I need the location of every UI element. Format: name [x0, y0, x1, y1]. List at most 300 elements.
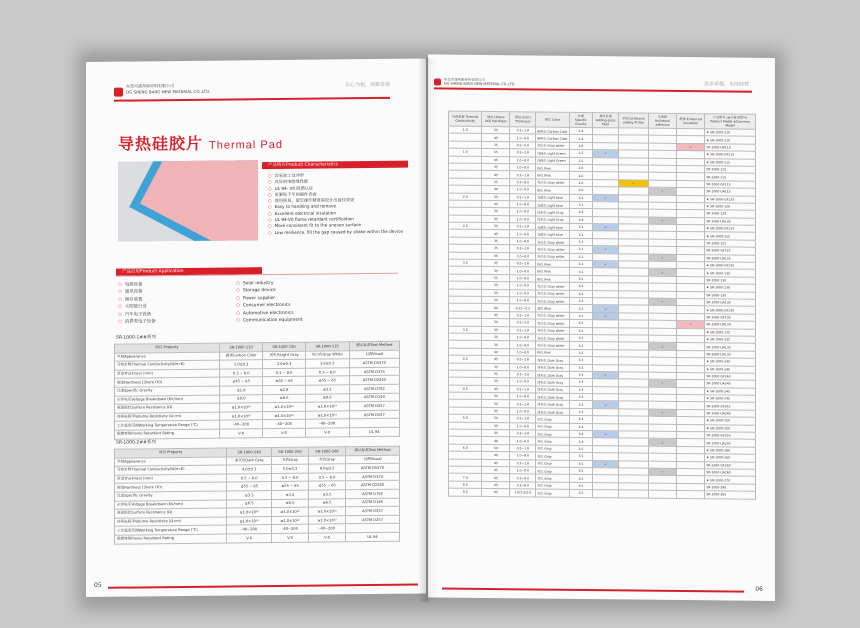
table-cell: 灰白色 Gray white [536, 142, 569, 150]
table-cell: 蓝色 Blue [536, 304, 569, 312]
table-cell: 0.5~1.8 [510, 326, 536, 334]
table-cell: ≥1.0×10¹² [309, 507, 346, 516]
table-cell: ★ SR-1000-GF120 [705, 195, 756, 203]
table-cell: SR-1000-280 [705, 484, 756, 492]
table-cell: 0.3 ~ 8.0 [219, 368, 263, 377]
table-cell: 3.2 [569, 349, 593, 357]
series-2-label: SR-1000-2##系列 [116, 440, 156, 446]
table-cell: 灰色 Gray [536, 437, 569, 445]
table-cell: 灰白色 Gray white [536, 297, 569, 305]
table-header-cell: 硬度 (Shore OO) Hardness [482, 111, 510, 126]
table-cell: ✓ [648, 298, 676, 306]
table-cell: 灰白色 Gray white [536, 319, 569, 327]
left-footer-rule [108, 584, 418, 589]
table-cell: 浅绿色 Light Green [536, 157, 569, 165]
table-cell: ✓ [593, 305, 619, 313]
table-cell: 2.5 [569, 157, 593, 165]
table-cell: ≥6.5 [309, 498, 346, 507]
table-cell: ★ SR-1000-260 [705, 447, 756, 455]
table-cell: 击穿电压Voltage Breakdown (KV/mm) [115, 395, 220, 405]
table-cell: 浅蓝色 Light blue [536, 201, 569, 209]
table-cell: 1.0~8.0 [510, 267, 536, 275]
table-cell: 3.1 [569, 223, 593, 231]
table-cell: 3.3 [569, 393, 593, 401]
table-cell: 35 [482, 429, 510, 437]
table-cell: ✓ [593, 224, 619, 232]
table-cell: 体积电阻率Volume Resistivity (Ω·cm) [115, 517, 227, 527]
table-cell: 灰色 Gray [536, 460, 569, 468]
table-header-cell: 项目 Property [115, 448, 227, 458]
table-cell: 1.0~8.0 [510, 334, 536, 342]
table-cell: 3.3 [569, 371, 593, 379]
table-cell: 3.3 [569, 364, 593, 372]
table-cell: 深灰色 Dark Gray [536, 378, 569, 386]
table-header-cell: SR-1000-250 [272, 447, 309, 456]
table-cell: 比重Specific Gravity [115, 386, 220, 396]
table-cell: 粉色 Pink [536, 171, 569, 179]
feature-item: ○ 容易加工及冲型 [268, 172, 403, 180]
left-header-slogan: 以心为根，创新发展 [344, 81, 390, 89]
table-cell: 1.0~8.0 [510, 134, 536, 142]
table-cell: 粉色 Pink [536, 260, 569, 268]
table-cell: 3.2 [569, 260, 593, 268]
table-cell: ✓ [677, 321, 705, 329]
table-header-cell: SR-1000-135 [305, 342, 349, 351]
table-cell: 1.0~8.0 [510, 393, 536, 401]
table-cell: 3.1 [569, 201, 593, 209]
table-cell: 灰白色 Gray white [536, 334, 569, 342]
table-cell: V-0 [305, 428, 349, 437]
table-header-cell: 玻纤补强 Adding glass fiber [593, 113, 619, 128]
feature-item: ○ More consistent fit to the uneven surface [268, 222, 403, 230]
table-cell: 35 [482, 259, 510, 267]
table-cell: 2.5 [569, 150, 593, 158]
table-cell: SR-1000-GF125 [705, 247, 756, 255]
left-header-rule [114, 97, 390, 102]
table-cell: 3.5 [569, 467, 593, 475]
company-logo-icon [114, 88, 123, 97]
table-cell: 2.9 [569, 209, 593, 217]
table-cell: 灰白色 Gray white [536, 341, 569, 349]
table-cell: 45 [482, 134, 510, 142]
table-cell: 35 [482, 422, 510, 430]
table-cell: SR-1000-UA130 [705, 299, 756, 307]
table-cell: ≥1.0×10¹² [263, 411, 305, 420]
table-cell: 35 [482, 363, 510, 371]
table-cell: 30 [482, 319, 510, 327]
table-cell: 1.0~8.0 [510, 238, 536, 246]
table-cell: 35 [482, 282, 510, 290]
table-row [115, 427, 400, 439]
table-cell: ✓ [593, 312, 619, 320]
table-cell: 深灰色 Dark Gray [536, 393, 569, 401]
table-cell: 导热系数Thermal Conductivity(W/m·K) [115, 465, 227, 475]
table-cell: ★ SR-1000-GF130 [705, 306, 756, 314]
table-cell: 45 [482, 230, 510, 238]
table-cell: 碳黑色 Carbon Color [536, 134, 569, 142]
table-cell: 灰色 Gray [536, 467, 569, 475]
table-cell: ✓ [593, 246, 619, 254]
table-cell: 35 [482, 208, 510, 216]
table-cell: 灰色 Gray [536, 474, 569, 482]
table-cell: 3.5 [569, 453, 593, 461]
application-item: ○ Automotive electronics [236, 309, 303, 317]
feature-item: ○ Easy to handling and remove [268, 203, 403, 211]
table-cell: ≥1.0×10¹² [219, 411, 263, 420]
table-cell: 灰白色 Gray white [536, 245, 569, 253]
table-cell: 45 [482, 311, 510, 319]
table-cell: 体积电阻率Volume Resistivity (Ω·cm) [115, 412, 220, 422]
table-cell: ✓ [648, 343, 676, 351]
table-cell: 深灰色 Dark Gray [536, 363, 569, 371]
table-cell: -40~200 [227, 525, 272, 534]
table-header-cell: 颜色 Color [536, 112, 569, 127]
table-cell: 浅灰色 Light Gray [536, 208, 569, 216]
table-cell: 比重Specific Gravity [115, 491, 227, 501]
feature-list [268, 172, 403, 236]
right-header-company: 东莞市盛邦新材料有限公司 DG SHENG BANG NEW MATERIAL CO.,LTD. [444, 77, 516, 87]
table-cell: 6.0 [449, 444, 482, 452]
table-cell: 0.3 ~ 8.0 [305, 368, 349, 377]
table-cell: ✓ [593, 460, 619, 468]
table-cell: 5.0 [449, 414, 482, 422]
table-cell: 35 [482, 193, 510, 201]
table-cell: 25 [482, 141, 510, 149]
table-cell: 1.0±0.3 [219, 360, 263, 369]
table-cell: ✓ [648, 409, 676, 417]
table-cell: SR-1000-GF260 [705, 461, 756, 469]
table-cell: 3.2 [569, 312, 593, 320]
table-cell: 35 [482, 326, 510, 334]
table-cell: 3.5 [449, 326, 482, 334]
table-cell: ✓ [648, 468, 676, 476]
table-cell: 表面阻抗Surface Resistance (Ω) [115, 508, 227, 518]
table-cell: SR-1000-115 [705, 173, 756, 181]
table-cell: 浅蓝色 Light blue [536, 230, 569, 238]
table-cell: 碳黑Carbon Color [219, 351, 263, 360]
feature-item: ○ 更紧贴不平的器件表面 [268, 191, 403, 199]
table-cell: 3.3 [569, 386, 593, 394]
table-cell: 0.3~1.8 [510, 127, 536, 135]
table-cell: 深灰色 Dark Gray [536, 400, 569, 408]
characteristics-heading: 产品特点Product Characteristics [262, 161, 408, 170]
table-cell: 深灰色 Dark Gray [536, 408, 569, 416]
feature-item: ○ UL 94- V0 阻燃认证 [268, 184, 403, 192]
table-cell: ≥9.0 [219, 394, 263, 403]
table-cell: V-0 [219, 429, 263, 438]
table-cell: 0.3~1.8 [510, 171, 536, 179]
table-cell: ✓ [648, 379, 676, 387]
table-cell: 35 [482, 267, 510, 275]
table-cell: 2.9 [569, 216, 593, 224]
table-cell: ✓ [648, 439, 676, 447]
table-cell: 阻燃等级Flame Retardant Rating [115, 534, 227, 544]
applications-cn-list [118, 281, 156, 326]
table-cell: 3.2 [569, 283, 593, 291]
table-cell: 0.3~1.8 [510, 149, 536, 157]
table-cell: 8.5 [449, 488, 482, 496]
table-cell: SR-1000-UA125 [705, 254, 756, 262]
table-cell: 0.3~8.0 [510, 474, 536, 482]
right-header-slogan: 追求卓越，永续经营 [703, 81, 749, 88]
application-item: ○ 电源设备 [118, 281, 156, 289]
table-cell: 55 [482, 274, 510, 282]
table-cell: 灰色 Gray [536, 445, 569, 453]
table-header-cell: 测试标准Test Method [349, 341, 399, 350]
table-cell: ★ SR-1000-110 [705, 129, 756, 137]
table-cell: 1.0~8.0 [510, 437, 536, 445]
table-cell: 65 [482, 474, 510, 482]
table-cell: UL 94 [349, 427, 399, 436]
table-cell: 灰色Gray [309, 455, 346, 464]
table-cell: 灰白色 Gray white [536, 312, 569, 320]
table-cell: 0.5~5.0 [510, 319, 536, 327]
table-cell: 40 [482, 186, 510, 194]
table-cell: 1.0~8.0 [510, 341, 536, 349]
table-cell: 3.2 [569, 320, 593, 328]
table-cell: 35 [482, 237, 510, 245]
table-header-cell: 产品型号 (★为常用型号) Product Model ★Common Model [705, 114, 756, 130]
feature-item: ○ 良好的电绝缘性能 [268, 178, 403, 186]
table-cell: 3.1 [569, 246, 593, 254]
table-cell: 1.0~8.0 [510, 275, 536, 283]
table-cell: V-0 [263, 428, 305, 437]
series-1-table [114, 341, 400, 440]
table-cell: 1.0~8.0 [510, 363, 536, 371]
table-cell: 深灰色 Dark Gray [536, 386, 569, 394]
table-header-cell: SR-1000-110 [219, 343, 263, 352]
table-cell: 灰色 Gray [536, 482, 569, 490]
table-cell: 35 [482, 392, 510, 400]
table-cell: 2.0 [449, 193, 482, 201]
table-cell: SR-1000-GF250 [705, 432, 756, 440]
table-cell: 6.0±0.3 [309, 464, 346, 473]
table-cell: 硬度Hardness (Shore OO) [115, 377, 220, 387]
table-cell: ✓ [593, 261, 619, 269]
feature-item: ○ Low resilience, fill the gap caused by shake within the device [268, 228, 403, 236]
table-cell: ASTM D257 [346, 515, 400, 524]
book-spine [418, 58, 438, 602]
table-cell: 35 [482, 252, 510, 260]
table-cell: 45 [482, 356, 510, 364]
table-cell: ≥1.0×10¹² [305, 410, 349, 419]
table-cell: 1.0~8.0 [510, 208, 536, 216]
table-header-cell: 比重 Specific Gravity [569, 112, 593, 127]
application-item: ○ Consumer electronics [236, 302, 303, 310]
table-cell: ★ SR-1000-260 [705, 454, 756, 462]
table-cell: 3.3 [569, 379, 593, 387]
table-cell: 灰白色 Gray white [536, 179, 569, 187]
table-cell: ✓ [619, 180, 649, 188]
table-cell: 0.3~1.8 [510, 371, 536, 379]
application-item: ○ 储存装置 [118, 296, 156, 304]
table-cell: 1.0~8.0 [510, 164, 536, 172]
table-cell: 45 [482, 171, 510, 179]
table-cell: 灰白色 Gray white [536, 253, 569, 261]
table-cell: 3.1 [569, 231, 593, 239]
table-cell: 0.3~8.0 [510, 178, 536, 186]
table-cell: 1.0~8.0 [510, 252, 536, 260]
table-cell: ★ SR-1000-115 [705, 158, 756, 166]
table-cell: ≥1.0×10¹² [272, 507, 309, 516]
table-cell: 0.5~1.8 [510, 415, 536, 423]
table-cell: ≥6.5 [227, 499, 272, 508]
table-cell: 阻燃等级Flame Retardant Rating [115, 429, 220, 439]
table-cell: 3.2 [569, 305, 593, 313]
table-cell: SR-1000-130 [705, 277, 756, 285]
right-footer-rule [442, 588, 744, 593]
table-cell: 3.2 [569, 334, 593, 342]
table-cell: 45 [482, 200, 510, 208]
table-cell: 粉色 Pink [536, 267, 569, 275]
table-cell: ≥1.0×10¹² [305, 402, 349, 411]
table-cell: ASTM D792 [349, 384, 399, 393]
table-cell: 3.4 [569, 438, 593, 446]
table-cell: 3.5 [569, 445, 593, 453]
table-cell: ★ SR-1000-135 [705, 328, 756, 336]
table-cell: 1.0~8.0 [510, 467, 536, 475]
application-item: ○ Solar industry [236, 280, 303, 288]
table-cell: ≤45 ~ 65 [219, 377, 263, 386]
product-table [448, 111, 756, 500]
table-cell: ≥9.0 [305, 393, 349, 402]
table-cell: 2.0±0.3 [263, 359, 305, 368]
feature-item: ○ 使用简易，留空操作精准需设计出最佳效果 [268, 197, 403, 205]
table-cell: 3.4 [569, 423, 593, 431]
table-cell: 1.0~8.0 [510, 297, 536, 305]
table-cell: 1.0~8.0 [510, 156, 536, 164]
table-cell: 3.2 [569, 327, 593, 335]
table-cell: 3.2 [569, 290, 593, 298]
table-cell: 25 [482, 296, 510, 304]
table-cell: 浅蓝色 Light blue [536, 194, 569, 202]
table-cell: ≤55 ~ 65 [272, 482, 309, 491]
table-cell: ★ SR-1000-130 [705, 284, 756, 292]
table-cell: 0.5 ~ 8.0 [227, 473, 272, 482]
applications-en-list [236, 280, 303, 325]
table-cell: 40 [482, 452, 510, 460]
table-cell: 3.4 [569, 416, 593, 424]
table-cell: -40~200 [272, 525, 309, 534]
table-cell: 1.0~8.0 [510, 422, 536, 430]
table-cell: 35 [482, 378, 510, 386]
table-cell: 3.2 [569, 297, 593, 305]
table-cell: ≤3.5 [309, 490, 346, 499]
table-cell: 65 [482, 489, 510, 497]
table-cell: ★ SR-1000-245 [705, 387, 756, 395]
table-cell: ★ SR-1000-240 [705, 365, 756, 373]
table-cell: ✓ [593, 401, 619, 409]
table-cell: 2.6 [569, 186, 593, 194]
table-cell: ≥1.0×10¹² [227, 516, 272, 525]
table-cell: 1.0 [449, 126, 482, 134]
table-cell [648, 490, 676, 498]
table-cell: 灰色 Gray [536, 489, 569, 497]
table-row [115, 532, 400, 544]
table-cell: V-0 [227, 533, 272, 542]
table-header-cell: 单面胶 Unilateral adhesive [648, 113, 676, 128]
table-cell: 25 [482, 178, 510, 186]
table-cell: 55 [482, 149, 510, 157]
table-cell: 2.6 [569, 172, 593, 180]
table-cell: 表面阻抗Surface Resistance (Ω) [115, 403, 220, 413]
table-cell: 3.5 [569, 460, 593, 468]
table-cell: SR-1000-285 [705, 491, 756, 499]
table-cell: SR-1000-GF130 [705, 314, 756, 322]
table-cell: 35 [482, 341, 510, 349]
table-cell: 35 [482, 289, 510, 297]
table-cell: SR-1000-GF240 [705, 373, 756, 381]
table-cell: 40 [482, 437, 510, 445]
table-cell: ASTM D374 [349, 367, 399, 376]
table-cell: 0.5~5.0 [510, 142, 536, 150]
table-cell: 灰白色 Gray white [536, 327, 569, 335]
table-cell: 35 [482, 223, 510, 231]
table-cell: 外观Appearance [115, 352, 220, 362]
table-cell: 0.5~1.8 [510, 193, 536, 201]
table-cell: 0.5~1.8 [510, 356, 536, 364]
thermal-pad-image [118, 160, 258, 241]
table-cell: 灰色 Gray [536, 452, 569, 460]
table-cell: ASTM D257 [349, 410, 399, 419]
table-cell: 0.15~0.2 [510, 304, 536, 312]
table-cell: ★ SR-1000-250 [705, 424, 756, 432]
table-cell: 灰白色 Gray white [536, 282, 569, 290]
table-cell: -40~200 [309, 524, 346, 533]
table-cell: ≤50 ~ 65 [263, 377, 305, 386]
table-cell: ≤55 ~ 65 [305, 376, 349, 385]
table-cell: 1.0~8.0 [510, 282, 536, 290]
table-cell: ASTM D257 [346, 506, 400, 515]
table-cell: ✓ [648, 187, 676, 195]
table-cell: 0.5~1.8 [510, 223, 536, 231]
table-cell: 目测Visual [349, 350, 399, 359]
application-item: ○ 通讯设备 [118, 289, 156, 297]
application-item: ○ Communication equipment [236, 317, 303, 325]
table-cell: ≤55 ~ 65 [227, 482, 272, 491]
table-cell: 3.2 [569, 268, 593, 276]
table-header-cell: SR-1000-240 [227, 448, 272, 457]
table-cell: 35 [482, 215, 510, 223]
table-cell: SR-1000-GF115 [705, 180, 756, 188]
table-cell: 3.6±0.3 [305, 359, 349, 368]
table-cell: SR-1000-115 [705, 166, 756, 174]
table-cell: ≥1.0×10¹² [227, 508, 272, 517]
table-cell: 1.0~8.0 [510, 201, 536, 209]
table-cell: 粉色 Pink [536, 164, 569, 172]
table-cell: ≤55 ~ 65 [309, 481, 346, 490]
table-cell: 0.3~1.8 [510, 311, 536, 319]
table-cell: 55 [482, 126, 510, 134]
table-cell: ★ SR-1000-120 [705, 203, 756, 211]
table-cell: ★ SR-1000-125 [705, 232, 756, 240]
table-cell: ≥1.0×10¹² [219, 403, 263, 412]
table-cell: 目测Visual [346, 455, 400, 464]
table-cell: 粉色 Pink [536, 275, 569, 283]
table-cell: ASTM D149 [349, 393, 399, 402]
table-cell [619, 490, 649, 498]
table-cell: V-0 [272, 533, 309, 542]
table-cell: 3.3 [569, 401, 593, 409]
application-item: ○ 汽车电子设备 [118, 311, 156, 319]
table-cell: 3.3 [569, 408, 593, 416]
table-cell: 2.6 [569, 164, 593, 172]
table-cell: 50 [482, 444, 510, 452]
table-cell: 45 [482, 459, 510, 467]
table-cell: 45 [482, 466, 510, 474]
table-cell: ASTM D2240 [349, 376, 399, 385]
table-cell: ✓ [677, 143, 705, 151]
